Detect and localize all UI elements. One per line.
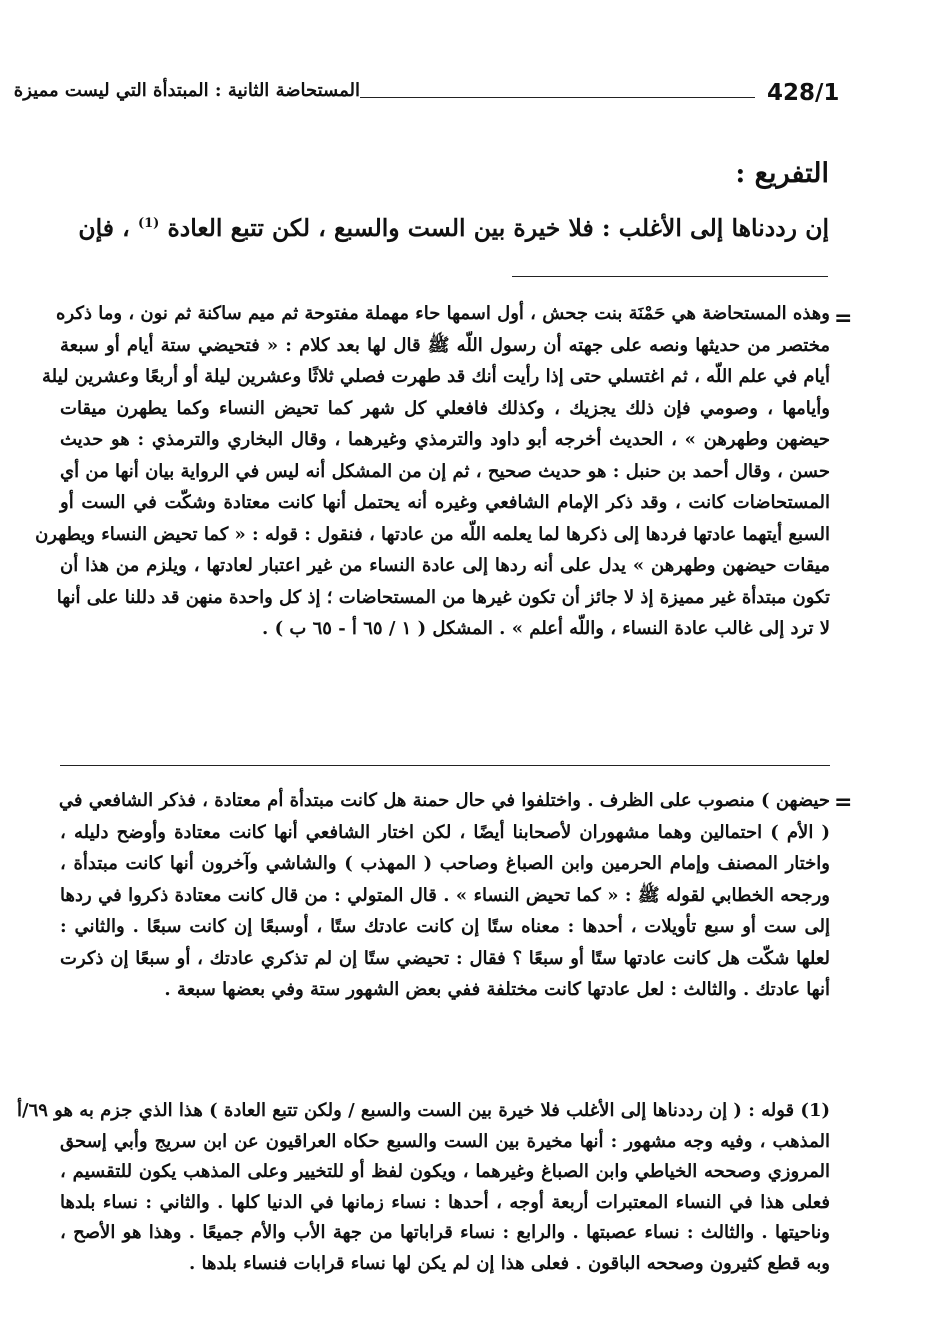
footnote-line: أيام في علم اللّه ، ثم اغتسلي حتى إذا رأيت أنك قد طهرت فصلي ثلاثًا وعشرين ليلة أو أربعًا وعشرين ليلة <box>41 366 830 387</box>
footnote-line: حيضهن ) منصوب على الظرف . واختلفوا في حال حمنة هل كانت مبتدأة أم معتادة ، فذكر الشافعي في <box>58 790 830 811</box>
running-title: المستحاضة الثانية : المبتدأة التي ليست مميزة <box>13 80 360 101</box>
footnote-line: السبع أيتهما عادتها فردها إلى ذكرها لما يعلمه اللّه من عادتها ، فنقول : قوله : « كما تحيض النساء ويطهرن <box>35 523 830 545</box>
footnote-separator <box>512 276 828 277</box>
footnote-divider <box>60 765 830 766</box>
footnote-block-2 <box>60 785 830 1006</box>
footnote-line: مختصر من حديثها ونصه على جهته أن رسول اللّه ﷺ قال لها بعد كلام : « فتحيضي ستة أيام أو سبعة <box>60 334 830 356</box>
section-heading: التفريع : <box>735 158 829 189</box>
footnote-line: وبه قطع كثيرون وصححه الباقون . فعلى هذا إن لم يكن لها نساء قرابات فنساء بلدها . <box>189 1252 830 1274</box>
page-number: 428/1 <box>767 80 840 106</box>
footnote-line: وأيامها ، وصومي فإن ذلك يجزيك ، وكذلك فافعلي كل شهر كما تحيض النساء وكما يطهرن ميقات <box>60 397 830 419</box>
footnote-reference: (1) <box>137 216 160 232</box>
footnote-line: وناحيتها . والثالث : نساء عصبتها . والرابع : نساء قراباتها من جهة الأب والأم جميعًا . وهذا هو الأصح ، <box>60 1222 830 1243</box>
main-text: إن رددناها إلى الأغلب : فلا خيرة بين الست والسبع ، لكن تتبع العادة <box>167 214 829 242</box>
footnote-line: ورجحه الخطابي لقوله ﷺ : « كما تحيض النساء » . قال المتولي : من قال كانت معتادة ذكروا في ردها <box>60 884 830 906</box>
footnote-line: أنها عادتك . والثالث : لعل عادتها كانت مختلفة ففي بعض الشهور ستة وفي بعضها سبعة . <box>164 979 830 1000</box>
footnote-line: حسن ، وقال أحمد بن حنبل : هو حديث صحيح ، ثم إن من المشكل أنه ليس في الرواية بيان أنها من أي <box>60 460 830 482</box>
page-header <box>13 78 840 118</box>
continuation-mark: = <box>834 306 853 331</box>
main-text-line <box>69 214 829 242</box>
main-text-tail: ، فإن <box>78 214 130 242</box>
header-rule <box>360 97 755 98</box>
footnote-line: لا ترد إلى غالب عادة النساء ، واللّه أعلم » . المشكل ( ١ / ٦٥ أ - ٦٥ ب ) . <box>262 618 830 639</box>
footnote-line: لعلها شكّت هل كانت عادتها ستًا أو سبعًا ؟ فقال : تحيضي ستًا إن لم تذكري عادتك ، أو سبعًا إن ذكرت <box>60 947 830 969</box>
footnote-line: وهذه المستحاضة هي حَمْنَة بنت جحش ، أول اسمها حاء مهملة مفتوحة ثم ميم ساكنة ثم نون ، وما ذكره <box>56 303 830 324</box>
footnote-line: واختار المصنف وإمام الحرمين وابن الصباغ وصاحب ( المهذب ) والشاشي وآخرون أنها كانت مبتدأة ، <box>60 853 830 874</box>
footnote-line: حيضهن وطهرهن » ، الحديث أخرجه أبو داود والترمذي وغيرهما ، وقال البخاري والترمذي : هو حديث <box>60 429 830 450</box>
footnote-line: ( الأم ) احتمالين وهما مشهوران لأصحابنا أيضًا ، لكن اختار الشافعي أنها كانت معتادة وأوضح دليله ، <box>60 821 830 843</box>
footnote-line: تكون مبتدأة غير مميزة إذ لا جائز أن تكون غيرها من المستحاضات ؛ إذ كل واحدة منهن قد دللنا على أنها <box>56 586 830 608</box>
footnote-line: (1) قوله : ( إن رددناها إلى الأغلب فلا خيرة بين الست والسبع / ولكن تتبع العادة ) هذا الذي جزم به هو ٦٩/أ <box>16 1100 830 1121</box>
footnote-line: فعلى هذا في النساء المعتبرات أربعة أوجه ، أحدها : نساء زمانها في الدنيا كلها . والثاني : نساء بلدها <box>60 1191 830 1213</box>
footnote-block-1 <box>35 298 830 645</box>
continuation-mark: = <box>834 790 853 815</box>
footnote-line: ميقات حيضهن وطهرهن » يدل على أنه ردها إلى عادة النساء من غير اعتبار لعادتها ، ويلزم من هذا أن <box>60 555 830 576</box>
footnote-line: المستحاضات كانت ، وقد ذكر الإمام الشافعي وغيره أنه يحتمل أنها كانت معتادة وشكّت في الست أو <box>60 492 830 513</box>
footnote-line: المروزي وصححه الخياطي وابن الصباغ وغيرهما ، ويكون لفظ أو للتخيير وعلى المذهب يكون للتقسيم ، <box>60 1161 830 1182</box>
footnote-block-3 <box>16 1096 830 1279</box>
footnote-line: المذهب ، وفيه وجه مشهور : أنها مخيرة بين الست والسبع حكاه العراقيون عن ابن سريج وأبي إسحق <box>60 1130 830 1152</box>
footnote-line: إلى ست أو سبع تأويلات ، أحدها : معناه ستًا إن كانت عادتك ستًا ، أوسبعًا إن كانت سبعًا . والثاني : <box>60 916 830 937</box>
